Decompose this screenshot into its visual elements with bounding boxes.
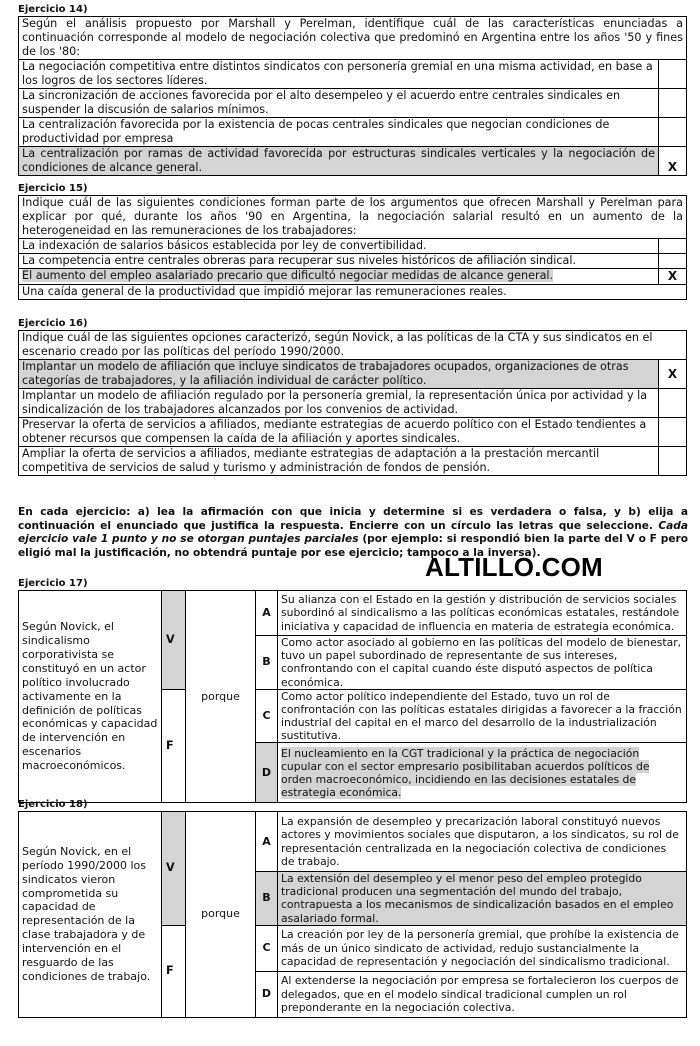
exercise-18-table bbox=[18, 811, 687, 1018]
option-letter[interactable]: A bbox=[256, 591, 278, 636]
exercise-title: Ejercicio 18) bbox=[18, 799, 88, 810]
option-mark[interactable]: X bbox=[659, 360, 687, 389]
option-letter[interactable]: D bbox=[256, 971, 278, 1017]
option-text: Como actor político independiente del Estado, tuvo un rol de confrontación con las políticas estatales dirigidas a favorecer a la fracción industrial del capital en el marco del desarrollo de la industrialización sustitutiva. bbox=[278, 689, 687, 743]
option-text[interactable]: Preservar la oferta de servicios a afiliados, mediante estrategias de acuerdo político con el Estado tendientes a obtener recursos que compensen la caída de la afiliación y aportes sindicales. bbox=[19, 418, 659, 447]
exercise-title: Ejercicio 16) bbox=[18, 318, 88, 329]
exercise-title: Ejercicio 14) bbox=[18, 4, 88, 15]
option-text[interactable]: La competencia entre centrales obreras para recuperar sus niveles históricos de afiliación sindical. bbox=[19, 254, 659, 269]
question-text: Indique cuál de las siguientes opciones caracterizó, según Novick, a las políticas de la CTA y sus sindicatos en el escenario creado por las políticas del período 1990/2000. bbox=[19, 331, 687, 360]
true-option[interactable]: V bbox=[162, 812, 186, 926]
option-mark[interactable]: X bbox=[659, 147, 687, 176]
option-row bbox=[19, 285, 687, 300]
true-option[interactable]: V bbox=[162, 591, 186, 690]
exercise-15-table bbox=[18, 195, 687, 300]
option-row bbox=[19, 118, 687, 147]
option-row bbox=[19, 60, 687, 89]
option-letter[interactable]: C bbox=[256, 925, 278, 971]
option-mark[interactable] bbox=[659, 239, 687, 254]
exercise-14-table bbox=[18, 16, 687, 176]
option-letter[interactable]: A bbox=[256, 812, 278, 872]
option-text[interactable]: Implantar un modelo de afiliación regulado por la personería gremial, la representación única por actividad y la sindicalización de los trabajadores alcanzados por los convenios de actividad. bbox=[19, 389, 659, 418]
option-text: Su alianza con el Estado en la gestión y distribución de servicios sociales subordinó al sindicalismo a las políticas económicas estatales, restándole iniciativa y capacidad de influencia en materia de estrategia económica. bbox=[278, 591, 687, 636]
porque-label: porque bbox=[186, 591, 256, 803]
option-mark[interactable] bbox=[659, 254, 687, 269]
option-mark[interactable] bbox=[659, 285, 687, 300]
statement-text: Según Novick, el sindicalismo corporativista se constituyó en un actor político involucrado activamente en la definición de políticas económicas y capacidad de intervención en escenarios macroeconómicos. bbox=[19, 591, 162, 803]
option-text bbox=[278, 743, 687, 803]
option-row bbox=[19, 254, 687, 269]
option-text[interactable]: La indexación de salarios básicos establecida por ley de convertibilidad. bbox=[19, 239, 659, 254]
option-mark[interactable] bbox=[659, 389, 687, 418]
option-text: La expansión de desempleo y precarización laboral constituyó nuevos actores y movimientos sociales que disputaron, a los sindicatos, su rol de representación centralizada en la negociación colectiva de condiciones de trabajo. bbox=[278, 812, 687, 872]
option-letter[interactable]: B bbox=[256, 636, 278, 690]
option-mark[interactable] bbox=[659, 447, 687, 476]
exercise-18 bbox=[18, 799, 686, 1018]
option-text[interactable]: La centralización favorecida por la existencia de pocas centrales sindicales que negocian condiciones de productividad por empresa bbox=[19, 118, 659, 147]
exercise-16-table bbox=[18, 330, 687, 476]
instructions-part3: (por ejemplo: si respondió bien la parte del V o F pero eligió mal la justificación, no obtendrá puntaje por ese ejercicio; tampoco a la inversa). bbox=[18, 533, 689, 559]
option-mark[interactable] bbox=[659, 89, 687, 118]
option-mark[interactable] bbox=[659, 118, 687, 147]
option-letter-selected[interactable]: B bbox=[256, 872, 278, 926]
option-letter[interactable]: C bbox=[256, 689, 278, 743]
false-option[interactable]: F bbox=[162, 925, 186, 1017]
false-option[interactable]: F bbox=[162, 689, 186, 803]
instructions-italic: Cada ejercicio vale 1 punto y no se otorgan puntajes parciales bbox=[18, 519, 688, 546]
option-text[interactable]: Ampliar la oferta de servicios a afiliados, mediante estrategias de adaptación a la prestación mercantil competitiva de servicios de salud y turismo y administración de fondos de pensión. bbox=[19, 447, 659, 476]
exercise-title: Ejercicio 17) bbox=[18, 578, 88, 589]
option-text: La creación por ley de la personería gremial, que prohíbe la existencia de más de un único sindicato de actividad, redujo sustancialmente la capacidad de representación y negociación del sindicalismo tradicional. bbox=[278, 925, 687, 971]
option-text[interactable] bbox=[19, 269, 659, 285]
option-text[interactable]: La negociación competitiva entre distintos sindicatos con personería gremial en una misma actividad, en base a los logros de los sectores líderes. bbox=[19, 60, 659, 89]
option-row-selected bbox=[19, 269, 687, 285]
option-mark[interactable] bbox=[659, 60, 687, 89]
exercise-title: Ejercicio 15) bbox=[18, 183, 88, 194]
option-text[interactable]: La sincronización de acciones favorecida por el alto desempeleo y el acuerdo entre centrales sindicales en suspender la discusión de salarios mínimos. bbox=[19, 89, 659, 118]
statement-text: Según Novick, en el período 1990/2000 los sindicatos vieron comprometida su capacidad de representación de la clase trabajadora y de intervención en el resguardo de las condiciones de trabajo. bbox=[19, 812, 162, 1018]
instructions-part1: En cada ejercicio: a) lea la afirmación con que inicia y determine si es verdadera o falsa, y b) elija a continuación el enunciado que justifica la respuesta. Encierre con un círculo las letras que seleccione. bbox=[18, 506, 688, 532]
option-text[interactable]: Implantar un modelo de afiliación que incluye sindicatos de trabajadores ocupados, organizaciones de otras categorías de trabajadores, y la afiliación individual de carácter político. bbox=[19, 360, 659, 389]
option-mark[interactable]: X bbox=[659, 269, 687, 285]
option-text: Al extenderse la negociación por empresa se fortalecieron los cuerpos de delegados, que en el modelo sindical tradicional cumplen un rol preponderante en la negociación colectiva. bbox=[278, 971, 687, 1017]
exercise-16 bbox=[18, 318, 686, 476]
option-row bbox=[19, 389, 687, 418]
option-highlight: El nucleamiento en la CGT tradicional y la práctica de negociación cupular con el sector empresario posibilitaban acuerdos políticos de orden macroeconómico, incidiendo en las decisiones estatales de estrategia económica. bbox=[281, 746, 650, 800]
exercise-14 bbox=[18, 4, 686, 176]
exercise-17-table bbox=[18, 590, 687, 803]
question-text: Según el análisis propuesto por Marshall y Perelman, identifique cuál de las características enunciadas a continuación corresponde al modelo de negociación colectiva que predominó en Argentina entre los años '50 y fines de los '80: bbox=[19, 17, 687, 60]
option-row bbox=[19, 447, 687, 476]
option-text[interactable]: La centralización por ramas de actividad favorecida por estructuras sindicales verticales y la negociación de condiciones de alcance general. bbox=[19, 147, 659, 176]
option-row-selected bbox=[19, 360, 687, 389]
option-letter-selected[interactable]: D bbox=[256, 743, 278, 803]
option-text: Como actor asociado al gobierno en las políticas del modelo de bienestar, tuvo un papel subordinado de representante de sus intereses, confrontando con el capital cuando éste disputó aspectos de política económica. bbox=[278, 636, 687, 690]
watermark: ALTILLO.COM bbox=[425, 552, 603, 582]
question-text: Indique cuál de las siguientes condiciones forman parte de los argumentos que ofrecen Marshall y Perelman para explicar por qué, durante los años '90 en Argentina, la negociación salarial resultó en un aumento de la heterogeneidad en las remuneraciones de los trabajadores: bbox=[19, 196, 687, 239]
option-text[interactable]: Una caída general de la productividad que impidió mejorar las remuneraciones reales. bbox=[19, 285, 659, 300]
option-row bbox=[19, 239, 687, 254]
option-row-selected bbox=[19, 147, 687, 176]
option-mark[interactable] bbox=[659, 418, 687, 447]
option-row bbox=[19, 89, 687, 118]
option-row bbox=[19, 418, 687, 447]
option-text: La extensión del desempleo y el menor peso del empleo protegido tradicional producen una segmentación del mundo del trabajo, contrapuesta a los mecanismos de sindicalización basados en el empleo asalariado formal. bbox=[278, 872, 687, 926]
exercise-17 bbox=[18, 578, 686, 803]
porque-label: porque bbox=[186, 812, 256, 1018]
exercise-15 bbox=[18, 183, 686, 300]
option-highlight: El aumento del empleo asalariado precario que dificultó negociar medidas de alcance general. bbox=[22, 269, 554, 282]
